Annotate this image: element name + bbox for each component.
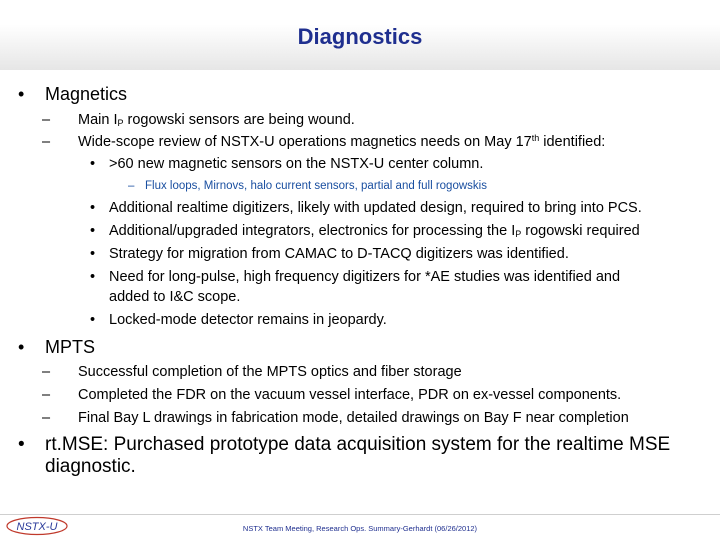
footer-text: NSTX Team Meeting, Research Ops. Summary-Gerhardt (06/26/2012) bbox=[242, 524, 478, 533]
bullet-mark: • bbox=[90, 246, 96, 262]
review-item-camac: • Strategy for migration from CAMAC to D-TACQ digitizers was identified. bbox=[90, 246, 569, 262]
dash-mark: – bbox=[42, 364, 51, 380]
bullet-mark: • bbox=[90, 223, 96, 239]
dash-mark: – bbox=[42, 410, 51, 426]
magnetics-item-review: – Wide-scope review of NSTX-U operations magnetics needs on May 17th identified: bbox=[42, 133, 606, 150]
bullet-mark: • bbox=[90, 312, 96, 328]
dash-mark: – bbox=[42, 387, 51, 403]
dash-mark: – bbox=[42, 134, 51, 150]
bullet-mark: • bbox=[18, 84, 25, 104]
magnetics-label: Magnetics bbox=[45, 84, 128, 104]
review-item-longpulse: • Need for long-pulse, high frequency digitizers for *AE studies was identified and bbox=[90, 269, 621, 285]
dash-mark: – bbox=[128, 180, 135, 192]
slide-title: Diagnostics bbox=[297, 24, 423, 49]
review-item-digitizers: • Additional realtime digitizers, likely with updated design, required to bring into PCS. bbox=[90, 200, 642, 216]
logo-text: NSTX-U bbox=[16, 521, 58, 533]
review-item-integrators: • Additional/upgraded integrators, electronics for processing the $I_P$ rogowski required bbox=[90, 223, 640, 240]
footer-divider bbox=[0, 514, 720, 515]
bullet-mpts bbox=[18, 337, 95, 358]
review-item-longpulse-cont: added to I&C scope. bbox=[109, 289, 241, 305]
bullet-mark: • bbox=[18, 434, 25, 455]
mpts-item-bay: – Final Bay L drawings in fabrication mode, detailed drawings on Bay F near completion bbox=[42, 410, 629, 426]
review-item-lockedmode: • Locked-mode detector remains in jeopardy. bbox=[90, 312, 387, 328]
mpts-label: MPTS bbox=[45, 337, 96, 357]
mpts-item-fdr: – Completed the FDR on the vacuum vessel interface, PDR on ex-vessel components. bbox=[42, 387, 622, 403]
dash-mark: – bbox=[42, 112, 51, 128]
review-item-sensors: • >60 new magnetic sensors on the NSTX-U center column. bbox=[90, 156, 484, 172]
mpts-item-optics: – Successful completion of the MPTS optics and fiber storage bbox=[42, 364, 462, 380]
bullet-mark: • bbox=[90, 156, 96, 172]
bullet-magnetics bbox=[18, 84, 127, 105]
bullet-mark: • bbox=[18, 337, 25, 357]
bullet-mark: • bbox=[90, 269, 96, 285]
sensor-types: – Flux loops, Mirnovs, halo current sensors, partial and full rogowskis bbox=[128, 180, 487, 192]
magnetics-item-rogowski: – Main $I_P$ rogowski sensors are being wound. bbox=[42, 112, 355, 129]
bullet-rtmse: • rt.MSE: Purchased prototype data acquisition system for the realtime MSE bbox=[18, 434, 671, 455]
bullet-mark: • bbox=[90, 200, 96, 216]
bullet-rtmse-cont: diagnostic. bbox=[45, 456, 136, 477]
